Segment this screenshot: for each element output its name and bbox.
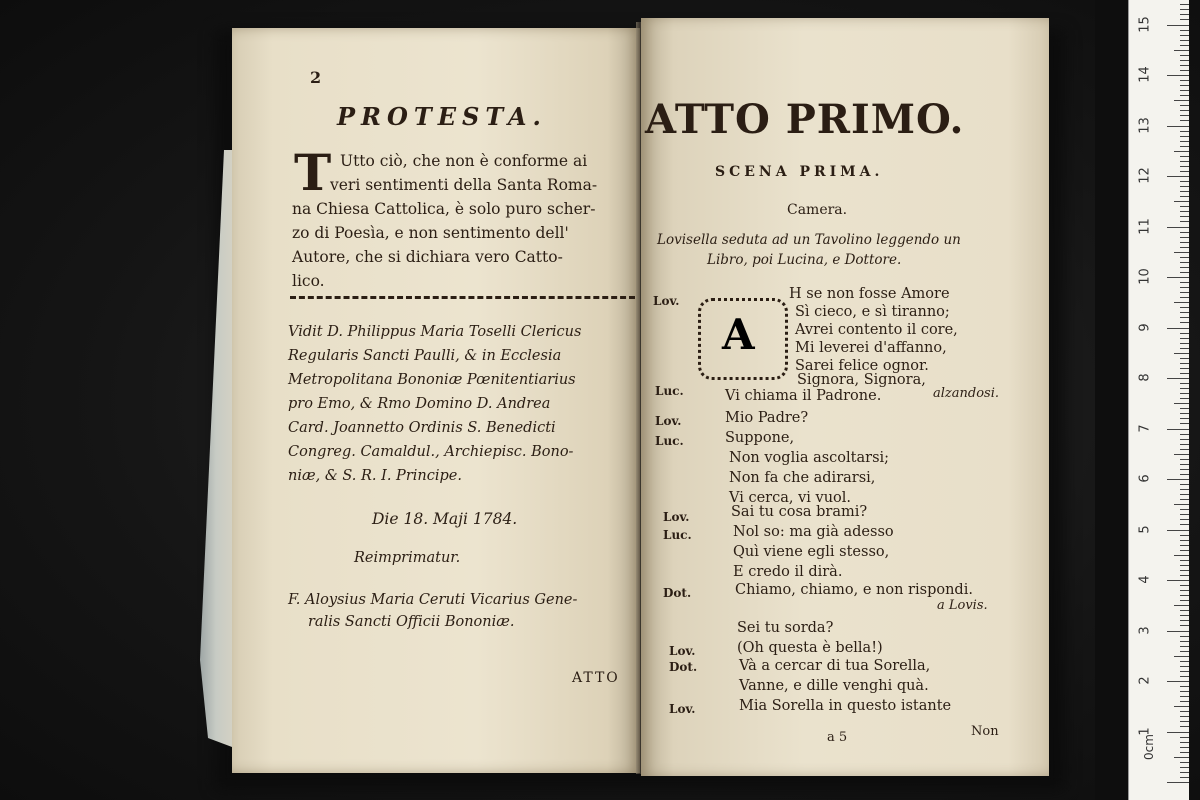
ruler-tick	[1180, 449, 1189, 450]
ruler-tick	[1180, 141, 1189, 142]
ruler-tick	[1180, 777, 1189, 778]
vidit-line: niæ, & S. R. I. Principe.	[288, 468, 462, 484]
dialogue-line: Vi chiama il Padrone.	[725, 388, 882, 404]
ruler-tick	[1180, 651, 1189, 652]
ruler-tick	[1180, 171, 1189, 172]
ruler-tick	[1180, 383, 1189, 384]
ruler-tick	[1167, 479, 1189, 480]
measurement-ruler	[1128, 0, 1189, 800]
stage-direction-line: Lovisella seduta ad un Tavolino leggendo un	[657, 232, 961, 248]
speaker-label: Lov.	[663, 510, 690, 524]
ruler-tick	[1180, 550, 1189, 551]
vidit-line: Regularis Sancti Paulli, & in Ecclesia	[288, 348, 562, 364]
ruler-tick	[1174, 454, 1189, 455]
dialogue-line: Sì cieco, e sì tiranno;	[795, 304, 950, 320]
ruler-tick	[1180, 206, 1189, 207]
ruler-tick	[1180, 363, 1189, 364]
ruler-tick	[1180, 600, 1189, 601]
ruler-tick	[1180, 519, 1189, 520]
dialogue-line: Chiamo, chiamo, e non rispondi.	[735, 582, 973, 598]
vidit-line: pro Emo, & Rmo Domino D. Andrea	[288, 396, 551, 412]
ruler-tick	[1180, 590, 1189, 591]
ruler-tick	[1167, 530, 1189, 531]
ruler-tick	[1180, 40, 1189, 41]
ruler-tick	[1180, 358, 1189, 359]
right-page	[641, 18, 1049, 776]
drop-cap-t: T	[294, 143, 332, 202]
speaker-label: Lov.	[669, 644, 696, 658]
ruler-tick	[1180, 459, 1189, 460]
ruler-tick	[1180, 393, 1189, 394]
ruler-tick	[1180, 721, 1189, 722]
ruler-tick	[1180, 560, 1189, 561]
ruler-tick	[1180, 211, 1189, 212]
ruler-tick	[1180, 196, 1189, 197]
ruler-tick	[1180, 221, 1189, 222]
speaker-label: Lov.	[669, 702, 696, 716]
ruler-label: 1	[1137, 726, 1153, 736]
ruler-tick	[1180, 65, 1189, 66]
ruler-tick	[1180, 120, 1189, 121]
ruler-tick	[1180, 413, 1189, 414]
vidit-line: Vidit D. Philippus Maria Toselli Clericus	[288, 324, 582, 340]
ruler-tick	[1180, 565, 1189, 566]
ruler-tick	[1180, 711, 1189, 712]
ruler-tick	[1167, 328, 1189, 329]
ruler-label: 5	[1137, 524, 1153, 534]
ruler-tick	[1180, 398, 1189, 399]
dialogue-line: Sei tu sorda?	[737, 620, 834, 636]
ruler-tick	[1180, 95, 1189, 96]
ruler-tick	[1180, 701, 1189, 702]
ruler-tick	[1180, 70, 1189, 71]
ruler-tick	[1180, 408, 1189, 409]
dialogue-line: E credo il dirà.	[733, 564, 843, 580]
ruler-tick	[1180, 282, 1189, 283]
ruler-tick	[1180, 742, 1189, 743]
ruler-tick	[1180, 30, 1189, 31]
protesta-heading: PROTESTA.	[337, 102, 547, 131]
ruler-tick	[1180, 514, 1189, 515]
ruler-tick	[1180, 489, 1189, 490]
dialogue-line: Avrei contento il core,	[795, 322, 958, 338]
stage-direction-line: Libro, poi Lucina, e Dottore.	[707, 252, 902, 268]
ruler-tick	[1167, 277, 1189, 278]
dialogue-line: Suppone,	[725, 430, 795, 446]
ruler-tick	[1180, 570, 1189, 571]
ruler-tick	[1167, 25, 1189, 26]
ruler-tick	[1167, 429, 1189, 430]
protest-line: na Chiesa Cattolica, è solo puro scher-	[292, 200, 596, 218]
ruler-tick	[1180, 247, 1189, 248]
vidit-line: Card. Joannetto Ordinis S. Benedicti	[288, 420, 556, 436]
ruler-tick	[1180, 464, 1189, 465]
left-page-lower	[232, 28, 640, 773]
ruler-tick	[1180, 716, 1189, 717]
dialogue-line: Sai tu cosa brami?	[731, 504, 868, 520]
protest-line: veri sentimenti della Santa Roma-	[330, 176, 598, 194]
vidit-line: Metropolitana Bononiæ Pœnitentiarius	[288, 372, 576, 388]
ruler-label: 8	[1137, 373, 1153, 382]
ruler-tick	[1180, 322, 1189, 323]
ruler-tick	[1174, 656, 1189, 657]
ruler-tick	[1180, 262, 1189, 263]
ruler-tick	[1174, 555, 1189, 556]
ruler-tick	[1180, 105, 1189, 106]
dialogue-line: Signora, Signora,	[797, 372, 926, 388]
dialogue-line: Mia Sorella in questo istante	[739, 698, 952, 714]
ruler-tick	[1180, 575, 1189, 576]
vidit-line: Congreg. Camaldul., Archiepisc. Bono-	[288, 444, 574, 460]
place-label: Camera.	[787, 202, 848, 218]
ruler-tick	[1180, 625, 1189, 626]
ruler-tick	[1180, 696, 1189, 697]
dialogue-line: Non fa che adirarsi,	[729, 470, 876, 486]
ruler-tick	[1180, 444, 1189, 445]
ruler-tick	[1180, 19, 1189, 20]
ruler-tick	[1180, 676, 1189, 677]
ruler-label: 4	[1137, 575, 1153, 584]
ruler-tick	[1180, 610, 1189, 611]
ruler-tick	[1180, 691, 1189, 692]
ruler-tick	[1180, 762, 1189, 763]
ruler-tick	[1180, 292, 1189, 293]
ruler-tick	[1180, 60, 1189, 61]
ruler-tick	[1180, 540, 1189, 541]
ruler-tick	[1180, 737, 1189, 738]
ruler-tick	[1180, 4, 1189, 5]
catchword-left: ATTO	[572, 670, 620, 686]
aside-direction: a Lovis.	[937, 598, 988, 613]
ruler-tick	[1180, 136, 1189, 137]
ruler-tick	[1167, 681, 1189, 682]
ruler-tick	[1174, 757, 1189, 758]
ruler-tick	[1180, 338, 1189, 339]
ruler-tick	[1167, 75, 1189, 76]
ruler-label: 9	[1137, 322, 1153, 332]
ruler-tick	[1167, 580, 1189, 581]
ruler-tick	[1180, 166, 1189, 167]
ruler-tick	[1180, 80, 1189, 81]
ruler-tick	[1174, 151, 1189, 152]
speaker-label: Dot.	[669, 660, 698, 674]
ruler-tick	[1180, 686, 1189, 687]
ruler-label: 6	[1137, 474, 1153, 483]
ruler-tick	[1180, 373, 1189, 374]
ruler-tick	[1180, 297, 1189, 298]
ruler-tick	[1174, 605, 1189, 606]
speaker-label: Luc.	[663, 528, 692, 542]
ruler-label: 3	[1137, 625, 1153, 635]
ruler-tick	[1180, 418, 1189, 419]
ruler-tick	[1180, 661, 1189, 662]
ruler-tick	[1174, 403, 1189, 404]
ruler-tick	[1167, 378, 1189, 379]
ruler-tick	[1167, 732, 1189, 733]
ruler-tick	[1180, 636, 1189, 637]
ruler-tick	[1180, 146, 1189, 147]
speaker-label: Lov.	[653, 294, 680, 308]
ruler-tick	[1167, 782, 1189, 783]
ruler-tick	[1180, 620, 1189, 621]
ruler-tick	[1180, 232, 1189, 233]
ruler-tick	[1180, 156, 1189, 157]
ruler-tick	[1180, 535, 1189, 536]
dialogue-line: Và a cercar di tua Sorella,	[739, 658, 931, 674]
ruler-label: 7	[1137, 423, 1153, 433]
ruler-tick	[1167, 227, 1189, 228]
ruler-unit-label: 0cm	[1141, 734, 1156, 760]
ruler-tick	[1174, 201, 1189, 202]
catchword-right: Non	[971, 724, 999, 739]
ruler-tick	[1180, 388, 1189, 389]
ruler-tick	[1180, 439, 1189, 440]
speaker-label: Luc.	[655, 434, 684, 448]
ruler-tick	[1180, 646, 1189, 647]
dialogue-line: (Oh questa è bella!)	[737, 640, 883, 656]
dialogue-line: Non voglia ascoltarsi;	[729, 450, 890, 466]
dialogue-line: Vi cerca, vi vuol.	[729, 490, 852, 506]
ruler-tick	[1180, 474, 1189, 475]
dialogue-line: Quì viene egli stesso,	[733, 544, 890, 560]
ruler-tick	[1174, 504, 1189, 505]
ruler-tick	[1180, 242, 1189, 243]
ruler-tick	[1180, 14, 1189, 15]
ruler-tick	[1180, 312, 1189, 313]
ruler-tick	[1174, 706, 1189, 707]
ornamental-initial	[694, 292, 788, 380]
ruler-tick	[1180, 494, 1189, 495]
ruler-tick	[1180, 469, 1189, 470]
ruler-tick	[1180, 85, 1189, 86]
ruler-tick	[1180, 666, 1189, 667]
page-number: 2	[310, 68, 322, 87]
speaker-label: Luc.	[655, 384, 684, 398]
ruler-tick	[1174, 50, 1189, 51]
ruler-tick	[1180, 484, 1189, 485]
signoff-line: ralis Sancti Officii Bononiæ.	[308, 614, 515, 630]
ruler-tick	[1180, 772, 1189, 773]
ruler-tick	[1174, 100, 1189, 101]
drop-cap-a: A	[722, 310, 755, 359]
reimprimatur: Reimprimatur.	[354, 550, 461, 566]
ruler-tick	[1180, 186, 1189, 187]
ruler-tick	[1180, 545, 1189, 546]
dialogue-line: Mio Padre?	[725, 410, 809, 426]
ruler-tick	[1180, 752, 1189, 753]
background-cloth	[1095, 0, 1130, 800]
speaker-label: Dot.	[663, 586, 692, 600]
ruler-tick	[1180, 257, 1189, 258]
ruler-tick	[1180, 509, 1189, 510]
dialogue-line: Sarei felice ognor.	[795, 358, 929, 374]
ruler-label: 13	[1137, 116, 1153, 134]
ruler-tick	[1180, 161, 1189, 162]
protest-line: Autore, che si dichiara vero Catto-	[292, 248, 563, 266]
ruler-tick	[1180, 35, 1189, 36]
ruler-tick	[1180, 55, 1189, 56]
ruler-tick	[1180, 726, 1189, 727]
ruler-label: 10	[1137, 268, 1153, 285]
ruler-tick	[1180, 348, 1189, 349]
ruler-tick	[1180, 343, 1189, 344]
ruler-tick	[1174, 252, 1189, 253]
ruler-tick	[1180, 524, 1189, 525]
date-line: Die 18. Maji 1784.	[372, 510, 518, 528]
ruler-tick	[1180, 585, 1189, 586]
ruler-tick	[1180, 115, 1189, 116]
ruler-tick	[1180, 333, 1189, 334]
ruler-label: 12	[1137, 167, 1153, 184]
ruler-tick	[1180, 434, 1189, 435]
ruler-tick	[1180, 181, 1189, 182]
ruler-tick	[1180, 216, 1189, 217]
ruler-tick	[1180, 272, 1189, 273]
ruler-tick	[1180, 747, 1189, 748]
protest-line: zo di Poesìa, e non sentimento dell'	[292, 224, 569, 242]
ruler-tick	[1180, 45, 1189, 46]
ruler-tick	[1174, 302, 1189, 303]
ruler-tick	[1167, 126, 1189, 127]
ruler-tick	[1180, 499, 1189, 500]
ruler-tick	[1180, 615, 1189, 616]
ruler-tick	[1180, 423, 1189, 424]
ruler-tick	[1174, 353, 1189, 354]
dialogue-line: Nol so: ma già adesso	[733, 524, 894, 540]
ruler-tick	[1180, 191, 1189, 192]
ruler-tick	[1180, 368, 1189, 369]
ruler-label: 14	[1137, 66, 1153, 83]
aside-direction: alzandosi.	[933, 386, 999, 401]
speaker-label: Lov.	[655, 414, 682, 428]
ruler-tick	[1180, 641, 1189, 642]
ruler-label: 15	[1137, 15, 1153, 33]
ruler-tick	[1180, 671, 1189, 672]
ruler-tick	[1180, 767, 1189, 768]
ruler-tick	[1180, 131, 1189, 132]
dialogue-line: H se non fosse Amore	[789, 286, 950, 302]
ruler-tick	[1180, 595, 1189, 596]
ruler-tick	[1180, 307, 1189, 308]
dialogue-line: Mi leverei d'affanno,	[795, 340, 947, 356]
dialogue-line: Vanne, e dille venghi quà.	[739, 678, 929, 694]
signoff-line: F. Aloysius Maria Ceruti Vicarius Gene-	[288, 592, 578, 608]
ruler-tick	[1180, 287, 1189, 288]
ruler-tick	[1180, 110, 1189, 111]
ruler-tick	[1167, 176, 1189, 177]
ruler-tick	[1180, 9, 1189, 10]
atto-primo-heading: ATTO PRIMO.	[645, 96, 965, 143]
ruler-label: 11	[1137, 217, 1153, 235]
ruler-tick	[1180, 90, 1189, 91]
signature-mark: a 5	[827, 730, 848, 745]
ruler-label: 2	[1137, 676, 1153, 685]
ruler-tick	[1180, 237, 1189, 238]
protest-line: Utto ciò, che non è conforme ai	[340, 152, 588, 170]
ruler-tick	[1180, 317, 1189, 318]
ruler-tick	[1180, 267, 1189, 268]
ruler-tick	[1167, 631, 1189, 632]
protest-line: lico.	[292, 272, 325, 290]
scene-heading: SCENA PRIMA.	[715, 164, 884, 180]
